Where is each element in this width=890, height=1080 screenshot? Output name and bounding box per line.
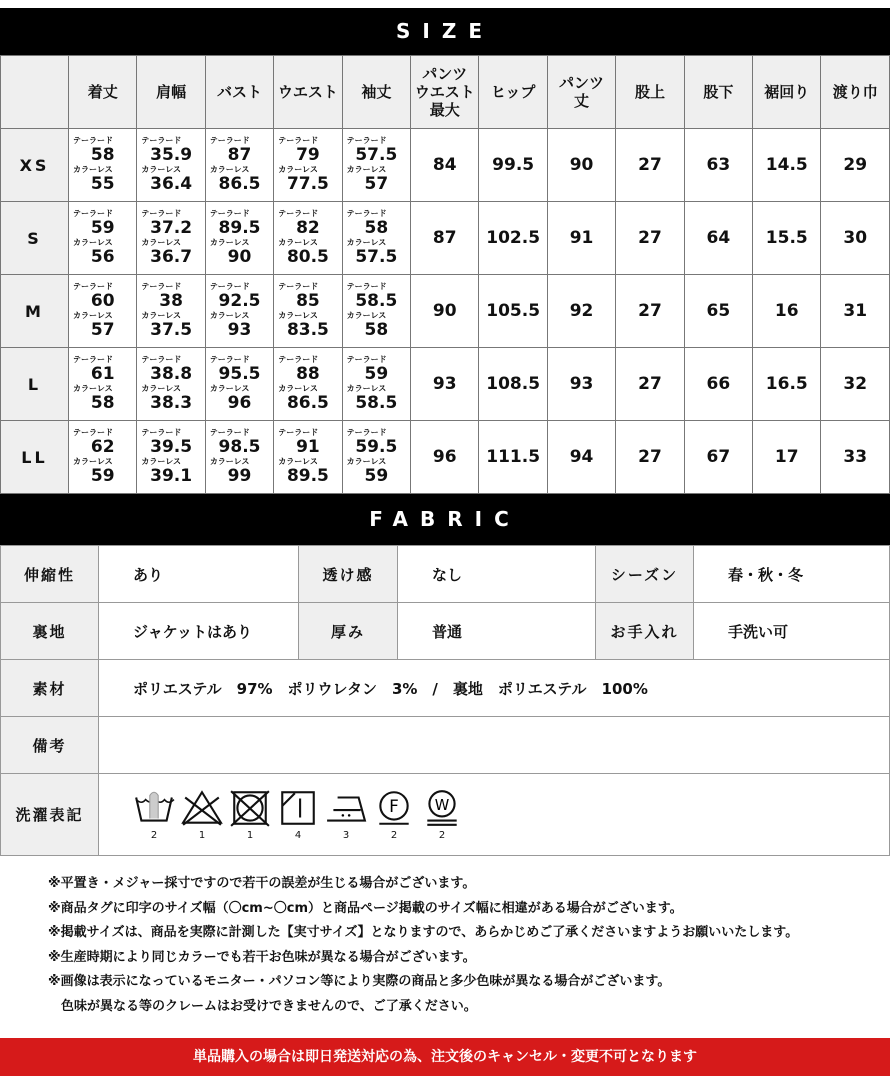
column-header: 股上 [616, 56, 684, 129]
value-cell: 105.5 [479, 275, 547, 348]
column-header: 渡り巾 [821, 56, 890, 129]
value-cell: 84 [411, 129, 479, 202]
size-label: XS [1, 129, 69, 202]
value-cell: 63 [684, 129, 752, 202]
fabric-label: シーズン [596, 546, 694, 603]
tailored-value: 60 [90, 291, 115, 311]
value-cell: 14.5 [753, 129, 821, 202]
tailored-value: 61 [90, 364, 115, 384]
split-cell [205, 202, 273, 275]
split-cell [205, 348, 273, 421]
tailored-label: テーラード [278, 136, 319, 145]
fabric-value: 手洗い可 [694, 603, 890, 660]
collarless-value: 80.5 [286, 247, 329, 267]
tailored-value: 85 [296, 291, 320, 311]
value-cell: 29 [821, 129, 890, 202]
column-header: ヒップ [479, 56, 547, 129]
fabric-label: お手入れ [596, 603, 694, 660]
tailored-label: テーラード [73, 209, 113, 218]
fabric-label: 透け感 [299, 546, 398, 603]
split-cell [342, 202, 410, 275]
notes-label: 備考 [1, 717, 99, 774]
tailored-value: 38 [159, 291, 183, 311]
split-cell [274, 421, 342, 494]
split-cell [274, 202, 342, 275]
collarless-label: カラーレス [73, 311, 113, 320]
tailored-value: 58.5 [355, 291, 398, 311]
collarless-label: カラーレス [141, 238, 182, 247]
value-cell: 102.5 [479, 202, 547, 275]
split-cell [205, 129, 273, 202]
care-grade: 3 [342, 829, 350, 841]
collarless-label: カラーレス [209, 384, 250, 393]
footer-warning: 単品購入の場合は即日発送対応の為、注文後のキャンセル・変更不可となります [0, 1038, 890, 1076]
tailored-label: テーラード [73, 355, 113, 364]
note-line: ※掲載サイズは、商品を実際に計測した【実寸サイズ】となりますので、あらかじめご了承くださいますようお願いいたします。 [48, 925, 799, 941]
note-line: ※商品タグに印字のサイズ幅（〇cm~〇cm）と商品ページ掲載のサイズ幅に相違がある場合がございます。 [48, 900, 683, 916]
value-cell: 27 [616, 129, 684, 202]
collarless-label: カラーレス [209, 311, 250, 320]
notes-value [99, 717, 890, 774]
collarless-value: 59 [90, 466, 115, 486]
value-cell: 33 [821, 421, 890, 494]
collarless-value: 36.7 [150, 247, 193, 267]
collarless-value: 58.5 [355, 393, 398, 413]
collarless-value: 36.4 [150, 174, 193, 194]
collarless-value: 56 [90, 247, 115, 267]
fabric-section-title: FABRIC [0, 494, 890, 545]
fabric-value: あり [99, 546, 299, 603]
value-cell: 93 [411, 348, 479, 421]
collarless-value: 83.5 [286, 320, 329, 340]
tailored-label: テーラード [141, 428, 182, 437]
collarless-value: 96 [227, 393, 252, 413]
material-value: ポリエステル 97% ポリウレタン 3% / 裏地 ポリエステル 100% [99, 660, 890, 717]
tailored-label: テーラード [346, 209, 387, 218]
tailored-label: テーラード [73, 428, 113, 437]
table-row [1, 421, 890, 494]
tailored-value: 58 [364, 218, 389, 238]
column-header: パンツ ウエスト 最大 [411, 56, 479, 129]
collarless-value: 38.3 [150, 393, 193, 413]
collarless-value: 57 [90, 320, 115, 340]
care-symbol [277, 789, 319, 841]
collarless-label: カラーレス [73, 165, 113, 174]
tailored-label: テーラード [278, 282, 319, 291]
care-grade: 1 [246, 829, 254, 841]
care-symbol [229, 789, 271, 841]
split-cell [137, 348, 205, 421]
collarless-value: 86.5 [218, 174, 261, 194]
fabric-value: ジャケットはあり [99, 603, 299, 660]
column-header: 肩幅 [137, 56, 205, 129]
care-symbols [133, 789, 889, 841]
tailored-value: 79 [296, 145, 320, 165]
size-label: S [1, 202, 69, 275]
collarless-value: 99 [227, 466, 252, 486]
value-cell: 93 [547, 348, 615, 421]
split-cell [205, 421, 273, 494]
collarless-value: 90 [227, 247, 252, 267]
tailored-value: 98.5 [218, 437, 261, 457]
table-row [1, 275, 890, 348]
care-symbol [373, 789, 415, 841]
collarless-label: カラーレス [209, 165, 250, 174]
value-cell: 111.5 [479, 421, 547, 494]
value-cell: 87 [411, 202, 479, 275]
collarless-label: カラーレス [346, 457, 387, 466]
collarless-label: カラーレス [141, 311, 182, 320]
value-cell: 31 [821, 275, 890, 348]
no-tumble-dry-icon [229, 789, 271, 830]
tailored-value: 59.5 [355, 437, 398, 457]
collarless-label: カラーレス [73, 384, 113, 393]
note-line: ※生産時期により同じカラーでも若干お色味が異なる場合がございます。 [48, 949, 476, 965]
collarless-value: 89.5 [286, 466, 329, 486]
split-cell [342, 421, 410, 494]
value-cell: 65 [684, 275, 752, 348]
value-cell: 90 [411, 275, 479, 348]
table-row [1, 129, 890, 202]
tailored-label: テーラード [209, 282, 250, 291]
collarless-value: 55 [90, 174, 115, 194]
tailored-label: テーラード [346, 428, 387, 437]
tailored-value: 37.2 [150, 218, 193, 238]
tailored-label: テーラード [209, 209, 250, 218]
split-cell [205, 275, 273, 348]
split-cell [342, 348, 410, 421]
size-label: L [1, 348, 69, 421]
tailored-label: テーラード [141, 355, 182, 364]
notes-list [48, 872, 798, 1020]
collarless-label: カラーレス [346, 165, 387, 174]
collarless-label: カラーレス [141, 165, 182, 174]
tailored-label: テーラード [209, 355, 250, 364]
split-cell [274, 275, 342, 348]
fabric-value: 普通 [398, 603, 596, 660]
collarless-value: 57 [364, 174, 389, 194]
collarless-value: 77.5 [286, 174, 329, 194]
value-cell: 27 [616, 348, 684, 421]
size-label: M [1, 275, 69, 348]
value-cell: 108.5 [479, 348, 547, 421]
tailored-value: 82 [296, 218, 320, 238]
tailored-label: テーラード [278, 209, 319, 218]
split-cell [137, 275, 205, 348]
tailored-value: 59 [364, 364, 389, 384]
split-cell [69, 421, 137, 494]
split-cell [137, 202, 205, 275]
iron-medium-icon [325, 789, 367, 830]
value-cell: 64 [684, 202, 752, 275]
care-grade: 2 [150, 829, 158, 841]
collarless-label: カラーレス [346, 311, 387, 320]
collarless-label: カラーレス [73, 457, 113, 466]
care-grade: 4 [294, 829, 302, 841]
note-line: ※画像は表示になっているモニター・パソコン等により実際の商品と多少色味が異なる場合がございます。 [48, 974, 671, 990]
collarless-label: カラーレス [209, 457, 250, 466]
care-grade: 1 [198, 829, 206, 841]
care-symbol [325, 789, 367, 841]
svg-text:W: W [434, 796, 450, 814]
collarless-value: 59 [364, 466, 389, 486]
split-cell [137, 129, 205, 202]
value-cell: 90 [547, 129, 615, 202]
tailored-label: テーラード [278, 428, 319, 437]
fabric-label: 伸縮性 [1, 546, 99, 603]
collarless-label: カラーレス [346, 384, 387, 393]
care-label: 洗濯表記 [1, 774, 99, 856]
fabric-table [0, 545, 890, 856]
tailored-label: テーラード [209, 136, 250, 145]
column-header: 着丈 [69, 56, 137, 129]
column-header: バスト [205, 56, 273, 129]
split-cell [69, 348, 137, 421]
shade-dry-icon [277, 789, 319, 830]
tailored-label: テーラード [141, 282, 182, 291]
split-cell [69, 202, 137, 275]
column-header: ウエスト [274, 56, 342, 129]
value-cell: 27 [616, 421, 684, 494]
collarless-label: カラーレス [346, 238, 387, 247]
tailored-value: 62 [90, 437, 115, 457]
note-line: ※平置き・メジャー採寸ですので若干の誤差が生じる場合がございます。 [48, 876, 476, 891]
tailored-label: テーラード [346, 282, 387, 291]
value-cell: 92 [547, 275, 615, 348]
value-cell: 17 [753, 421, 821, 494]
column-header: 裾回り [753, 56, 821, 129]
tailored-label: テーラード [73, 136, 113, 145]
split-cell [342, 129, 410, 202]
split-cell [69, 275, 137, 348]
collarless-value: 37.5 [150, 320, 193, 340]
collarless-label: カラーレス [209, 238, 250, 247]
value-cell: 27 [616, 275, 684, 348]
care-symbol [421, 789, 463, 841]
collarless-label: カラーレス [278, 384, 318, 393]
no-bleach-icon [181, 789, 223, 830]
tailored-value: 92.5 [218, 291, 261, 311]
tailored-label: テーラード [141, 209, 182, 218]
value-cell: 96 [411, 421, 479, 494]
collarless-label: カラーレス [278, 165, 318, 174]
split-cell [137, 421, 205, 494]
tailored-label: テーラード [278, 355, 319, 364]
care-grade: 2 [390, 829, 398, 841]
fabric-value: 春・秋・冬 [694, 546, 890, 603]
split-cell [274, 348, 342, 421]
wet-clean-icon [421, 789, 463, 830]
tailored-value: 88 [296, 364, 320, 384]
value-cell: 91 [547, 202, 615, 275]
collarless-value: 39.1 [150, 466, 193, 486]
collarless-value: 58 [364, 320, 389, 340]
tailored-label: テーラード [346, 355, 387, 364]
care-symbol [181, 789, 223, 841]
tailored-value: 57.5 [355, 145, 398, 165]
split-cell [69, 129, 137, 202]
tailored-value: 35.9 [150, 145, 193, 165]
size-section-title: SIZE [0, 8, 890, 55]
collarless-value: 86.5 [286, 393, 329, 413]
collarless-label: カラーレス [278, 311, 318, 320]
value-cell: 15.5 [753, 202, 821, 275]
care-symbol [133, 789, 175, 841]
value-cell: 16.5 [753, 348, 821, 421]
value-cell: 30 [821, 202, 890, 275]
value-cell: 16 [753, 275, 821, 348]
dry-clean-f-icon [373, 789, 415, 830]
split-cell [274, 129, 342, 202]
size-label: LL [1, 421, 69, 494]
fabric-value: なし [398, 546, 596, 603]
corner-cell [1, 56, 69, 129]
material-label: 素材 [1, 660, 99, 717]
collarless-label: カラーレス [278, 238, 318, 247]
tailored-value: 91 [296, 437, 320, 457]
tailored-label: テーラード [141, 136, 182, 145]
column-header: パンツ 丈 [547, 56, 615, 129]
value-cell: 94 [547, 421, 615, 494]
table-row [1, 202, 890, 275]
value-cell: 67 [684, 421, 752, 494]
value-cell: 99.5 [479, 129, 547, 202]
split-cell [342, 275, 410, 348]
column-header: 股下 [684, 56, 752, 129]
collarless-label: カラーレス [73, 238, 113, 247]
tailored-label: テーラード [73, 282, 113, 291]
svg-text:F: F [389, 795, 399, 816]
hand-wash-icon [133, 789, 175, 830]
collarless-value: 57.5 [355, 247, 398, 267]
tailored-value: 89.5 [218, 218, 261, 238]
tailored-value: 95.5 [218, 364, 261, 384]
table-row [1, 348, 890, 421]
fabric-label: 厚み [299, 603, 398, 660]
tailored-label: テーラード [346, 136, 387, 145]
collarless-value: 58 [90, 393, 115, 413]
note-line: 色味が異なる等のクレームはお受けできませんので、ご了承ください。 [48, 998, 477, 1014]
collarless-label: カラーレス [141, 384, 182, 393]
tailored-value: 38.8 [150, 364, 193, 384]
column-header: 袖丈 [342, 56, 410, 129]
value-cell: 27 [616, 202, 684, 275]
care-grade: 2 [438, 829, 446, 841]
collarless-value: 93 [227, 320, 252, 340]
tailored-label: テーラード [209, 428, 250, 437]
tailored-value: 39.5 [150, 437, 193, 457]
collarless-label: カラーレス [141, 457, 182, 466]
collarless-label: カラーレス [278, 457, 318, 466]
tailored-value: 87 [227, 145, 252, 165]
tailored-value: 59 [90, 218, 115, 238]
value-cell: 66 [684, 348, 752, 421]
tailored-value: 58 [90, 145, 115, 165]
size-table [0, 55, 890, 494]
fabric-label: 裏地 [1, 603, 99, 660]
value-cell: 32 [821, 348, 890, 421]
